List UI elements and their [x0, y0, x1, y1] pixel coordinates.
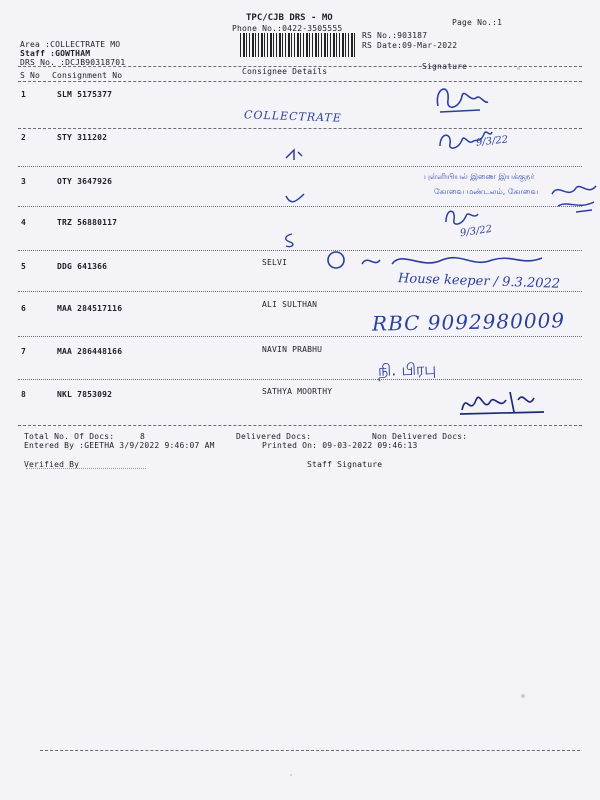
- consignee-name: SATHYA MOORTHY: [262, 387, 333, 396]
- divider: [18, 291, 582, 292]
- ditto-mark: [282, 188, 312, 208]
- row-sno: 1: [21, 90, 27, 99]
- total-docs-value: 8: [140, 432, 146, 441]
- consignment-number: STY 311202: [57, 133, 108, 142]
- consignment-number: OTY 3647926: [57, 177, 113, 186]
- divider: [18, 81, 582, 82]
- divider: [26, 468, 146, 469]
- row1-signature-scribble: [430, 78, 490, 118]
- staff-signature-label: Staff Signature: [307, 460, 383, 469]
- consignment-number: NKL 7853092: [57, 390, 113, 399]
- rs-date: RS Date:09-Mar-2022: [362, 41, 458, 50]
- consignment-number: MAA 284517116: [57, 304, 123, 313]
- handwritten-row7: நி. பிரபு: [377, 358, 437, 381]
- row-sno: 8: [21, 390, 27, 399]
- area-label: Area :COLLECTRATE MO: [20, 40, 121, 49]
- stamp-line-1: புள்ளியியல் இணை இயக்குநர்: [424, 172, 535, 181]
- report-title: TPC/CJB DRS - MO: [246, 13, 333, 23]
- stamp-signature-scribble: [548, 180, 600, 220]
- total-docs-label: Total No. Of Docs:: [24, 432, 115, 441]
- verified-by-label: Verified By: [24, 460, 80, 469]
- divider: [18, 166, 582, 167]
- divider: [18, 425, 582, 426]
- row-sno: 2: [21, 133, 27, 142]
- scan-speck: [517, 67, 520, 70]
- handwritten-collectrate: COLLECTRATE: [243, 108, 343, 125]
- sno-column-header: S No: [20, 71, 41, 80]
- consignee-name: ALI SULTHAN: [262, 300, 318, 309]
- consignee-name: NAVIN PRABHU: [262, 345, 323, 354]
- drs-number: DRS No. :DCJB90318701: [20, 58, 126, 67]
- staff-label: Staff :GOWTHAM: [20, 49, 91, 58]
- ditto-mark: [280, 230, 300, 250]
- row-sno: 6: [21, 304, 27, 313]
- scan-speck: [521, 694, 525, 698]
- consignment-column-header: Consignment No: [52, 71, 123, 80]
- barcode: [240, 33, 356, 57]
- non-delivered-docs-label: Non Delivered Docs:: [372, 432, 468, 441]
- divider: [18, 128, 582, 129]
- row-sno: 4: [21, 218, 27, 227]
- phone-number: Phone No.:0422-3505555: [232, 24, 343, 33]
- handwritten-date: 9/3/22: [459, 223, 493, 240]
- consignment-number: DDG 641366: [57, 262, 108, 271]
- row-sno: 7: [21, 347, 27, 356]
- handwritten-date: 9/3/22: [475, 134, 509, 149]
- consignee-column-header: Consignee Details: [242, 67, 328, 76]
- row8-signature-scribble: [458, 386, 548, 420]
- ditto-mark: [280, 144, 310, 164]
- rs-number: RS No.:903187: [362, 31, 428, 40]
- divider: [18, 379, 582, 380]
- signature-column-header: Signature: [422, 62, 468, 71]
- delivered-docs-label: Delivered Docs:: [236, 432, 312, 441]
- handwritten-rbc: RBC 9092980009: [371, 308, 566, 336]
- consignment-number: SLM 5175377: [57, 90, 113, 99]
- printed-on: Printed On: 09-03-2022 09:46:13: [262, 441, 418, 450]
- handwritten-housekeeper: House keeper / 9.3.2022: [397, 271, 561, 292]
- stamp-line-2: கோவை மண்டலம், கோவை: [434, 187, 539, 196]
- consignment-number: MAA 286448166: [57, 347, 123, 356]
- row-sno: 3: [21, 177, 27, 186]
- consignee-name: SELVI: [262, 258, 288, 267]
- row-sno: 5: [21, 262, 27, 271]
- consignment-number: TRZ 56880117: [57, 218, 118, 227]
- scan-speck: [290, 774, 292, 776]
- divider: [18, 336, 582, 337]
- entered-by: Entered By :GEETHA 3/9/2022 9:46:07 AM: [24, 441, 215, 450]
- bottom-divider: [40, 750, 580, 751]
- row5-signature-scribble: [322, 246, 552, 276]
- page-number: Page No.:1: [452, 18, 503, 27]
